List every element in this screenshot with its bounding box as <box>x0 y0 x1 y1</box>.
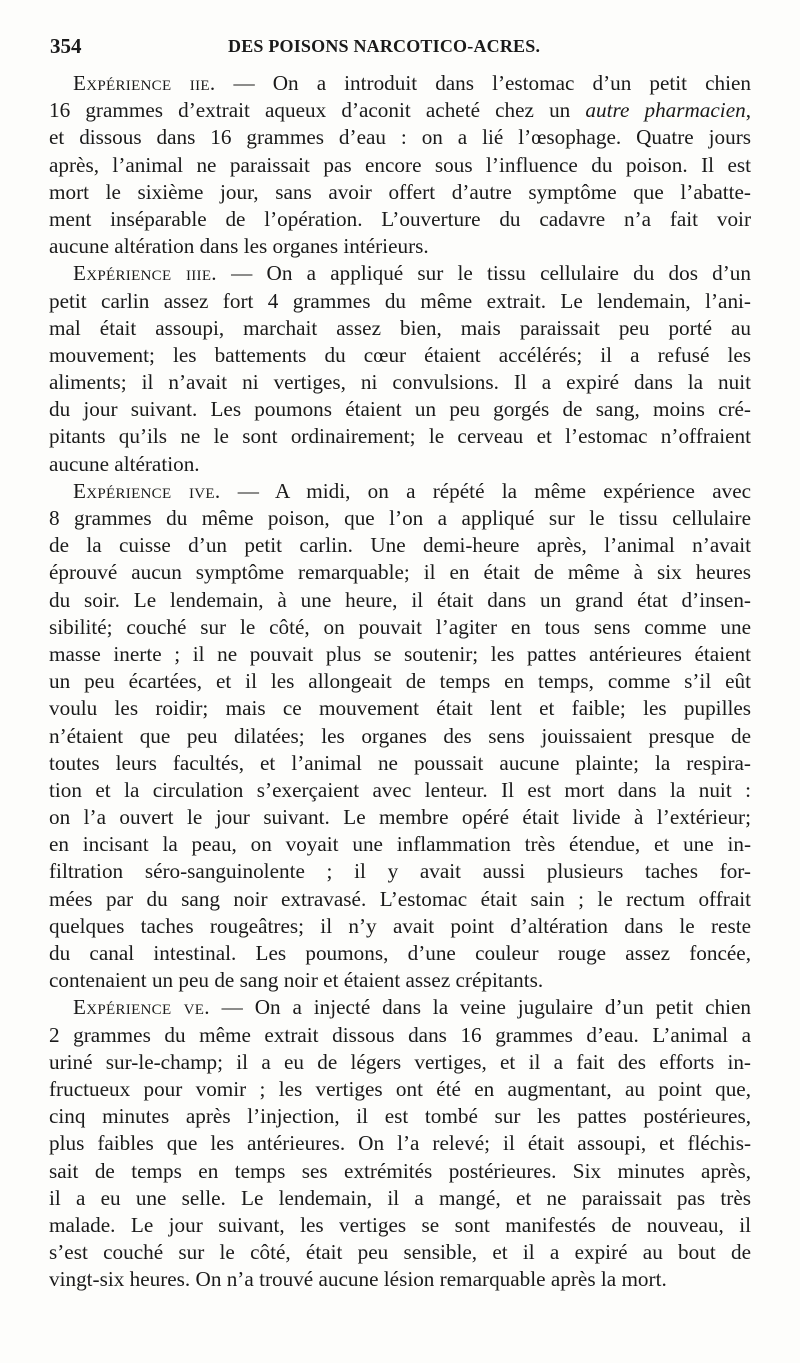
text-line <box>49 641 751 668</box>
text-line <box>49 614 751 641</box>
line-text: de la cuisse d’un petit carlin. Une demi-heure après, l’animal n’avait <box>49 533 751 558</box>
line-text: mées par du sang noir extravasé. L’estomac était sain ; le rectum offrait <box>49 886 751 911</box>
text-line <box>49 913 751 940</box>
experiment-label: Expérience iie. <box>73 71 216 95</box>
line-text: on l’a ouvert le jour suivant. Le membre opéré était livide à l’extérieur; <box>49 805 751 830</box>
line-text: il a eu une selle. Le lendemain, il a mangé, et ne paraissait pas très <box>49 1185 751 1210</box>
line-text: n’étaient que peu dilatées; les organes des sens jouissaient presque de <box>49 723 751 748</box>
text-line <box>49 396 751 423</box>
line-text: filtration séro-sanguinolente ; il y avait aussi plusieurs taches for- <box>49 859 751 884</box>
text-line <box>49 967 751 994</box>
text-line <box>49 532 751 559</box>
body-text <box>49 70 751 1293</box>
text-line <box>49 233 751 260</box>
text-line <box>49 777 751 804</box>
line-text: contenaient un peu de sang noir et étaient assez crépitants. <box>49 968 544 993</box>
line-text: 2 grammes du même extrait dissous dans 16 grammes d’eau. L’animal a <box>49 1022 751 1047</box>
text-line <box>49 1049 751 1076</box>
line-text: quelques taches rougeâtres; il n’y avait point d’altération dans le reste <box>49 913 751 938</box>
line-text: — On a appliqué sur le tissu cellulaire du dos d’un <box>216 261 751 286</box>
text-line <box>49 1130 751 1157</box>
line-text: , <box>745 98 751 123</box>
running-head <box>50 34 750 62</box>
line-text: plus faibles que les antérieures. On l’a relevé; il était assoupi, et fléchis- <box>49 1131 751 1156</box>
line-text: toutes leurs facultés, et l’animal ne poussait aucune plainte; la respira- <box>49 750 751 775</box>
text-line <box>49 804 751 831</box>
text-line <box>49 940 751 967</box>
text-line <box>49 1239 751 1266</box>
text-line <box>49 124 751 151</box>
experiment-label: Expérience ive. <box>73 478 221 503</box>
line-text: après, l’animal ne paraissait pas encore sous l’influence du poison. Il est <box>49 152 751 177</box>
text-line <box>49 451 751 478</box>
text-line <box>49 587 751 614</box>
text-line <box>49 369 751 396</box>
text-line <box>49 886 751 913</box>
text-line <box>49 1022 751 1049</box>
line-text: aliments; il n’avait ni vertiges, ni convulsions. Il a expiré dans la nuit <box>49 370 751 395</box>
line-text: masse inerte ; il ne pouvait plus se soutenir; les pattes antérieures étaient <box>49 641 751 666</box>
line-text: pitants qu’ils ne le sont ordinairement; le cerveau et l’estomac n’offraient <box>49 424 751 449</box>
line-text: tion et la circulation s’exerçaient avec lenteur. Il est mort dans la nuit : <box>49 777 751 802</box>
text-line <box>49 559 751 586</box>
line-text: mouvement; les battements du cœur étaient accélérés; il a refusé les <box>49 342 751 367</box>
line-text: fructueux pour vomir ; les vertiges ont été en augmentant, au point que, <box>49 1076 751 1101</box>
line-text: uriné sur-le-champ; il a eu de légers vertiges, et il a fait des efforts in- <box>49 1049 751 1074</box>
text-line <box>49 994 751 1021</box>
text-line <box>49 342 751 369</box>
line-text: sibilité; couché sur le côté, on pouvait l’agiter en tous sens comme une <box>49 614 751 639</box>
line-text: — A midi, on a répété la même expérience avec <box>220 478 751 503</box>
text-line <box>49 1076 751 1103</box>
line-text: sait de temps en temps ses extrémités postérieures. Six minutes après, <box>49 1158 751 1183</box>
line-text: mort le sixième jour, sans avoir offert d’autre symptôme que l’abatte- <box>49 179 751 204</box>
text-line <box>49 97 751 124</box>
line-text: cinq minutes après l’injection, il est tombé sur les pattes postérieures, <box>49 1104 751 1129</box>
text-line <box>49 723 751 750</box>
text-line <box>49 750 751 777</box>
text-line <box>49 831 751 858</box>
line-text: s’est couché sur le côté, était peu sensible, et il a expiré au bout de <box>49 1240 751 1265</box>
text-line <box>49 1158 751 1185</box>
italic-text: autre pharmacien <box>585 98 746 123</box>
running-title: DES POISONS NARCOTICO-ACRES. <box>228 36 541 56</box>
line-text: en incisant la peau, on voyait une inflammation très étendue, et une in- <box>49 832 751 857</box>
line-text: un peu écartées, et il les allongeait de temps en temps, comme s’il eût <box>49 669 751 694</box>
line-text: du jour suivant. Les poumons étaient un peu gorgés de sang, moins cré- <box>49 397 751 422</box>
text-line <box>49 1103 751 1130</box>
text-line <box>49 206 751 233</box>
line-text: ment inséparable de l’opération. L’ouverture du cadavre n’a fait voir <box>49 206 751 231</box>
text-line <box>49 260 751 287</box>
text-line <box>49 505 751 532</box>
text-line <box>49 288 751 315</box>
text-line <box>49 858 751 885</box>
text-line <box>49 478 751 505</box>
line-text: éprouvé aucun symptôme remarquable; il en était de même à six heures <box>49 560 751 585</box>
text-line <box>49 70 751 97</box>
text-line <box>49 315 751 342</box>
line-text: malade. Le jour suivant, les vertiges se sont manifestés de nouveau, il <box>49 1212 751 1237</box>
text-line <box>49 152 751 179</box>
experiment-label: Expérience iiie. <box>73 261 217 286</box>
line-text: 16 grammes d’extrait aqueux d’aconit acheté chez un <box>49 98 586 123</box>
line-text: — On a introduit dans l’estomac d’un petit chien <box>215 71 751 95</box>
experiment-label: Expérience ve. <box>73 995 210 1020</box>
line-text: 8 grammes du même poison, que l’on a appliqué sur le tissu cellulaire <box>49 506 751 530</box>
line-text: et dissous dans 16 grammes d’eau : on a lié l’œsophage. Quatre jours <box>49 125 751 150</box>
line-text: du canal intestinal. Les poumons, d’une couleur rouge assez foncée, <box>49 941 751 965</box>
text-line <box>49 695 751 722</box>
line-text: voulu les roidir; mais ce mouvement était lent et faible; les pupilles <box>49 696 751 721</box>
text-line <box>49 423 751 450</box>
text-line <box>49 1185 751 1212</box>
text-line <box>49 1266 751 1293</box>
text-line <box>49 179 751 206</box>
line-text: aucune altération dans les organes intérieurs. <box>49 234 429 259</box>
page-number: 354 <box>50 34 82 58</box>
line-text: mal était assoupi, marchait assez bien, mais paraissait peu porté au <box>49 315 751 340</box>
line-text: petit carlin assez fort 4 grammes du même extrait. Le lendemain, l’ani- <box>49 288 751 313</box>
text-line <box>49 1212 751 1239</box>
line-text: du soir. Le lendemain, à une heure, il était dans un grand état d’insen- <box>49 587 751 612</box>
text-line <box>49 668 751 695</box>
line-text: aucune altération. <box>49 451 200 476</box>
line-text: vingt-six heures. On n’a trouvé aucune lésion remarquable après la mort. <box>49 1267 667 1292</box>
line-text: — On a injecté dans la veine jugulaire d’un petit chien <box>209 995 751 1020</box>
